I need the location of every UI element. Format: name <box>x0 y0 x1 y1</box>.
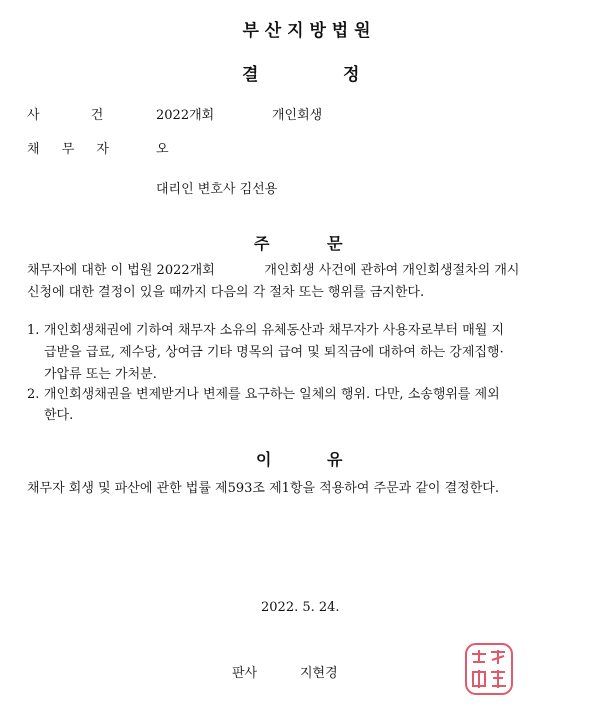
debtor-label: 채 무 자 <box>27 142 109 157</box>
order-item-1-number: 1. <box>27 323 40 338</box>
order-heading-char-1: 주 <box>254 234 270 253</box>
reason-heading-char-1: 이 <box>256 450 272 469</box>
order-item-2-line-2: 한다. <box>44 408 74 423</box>
debtor-name: 오 <box>156 142 169 157</box>
judge-title: 판사 <box>232 666 258 681</box>
case-type: 개인회생 <box>272 108 323 123</box>
order-item-2-number: 2. <box>27 387 40 402</box>
judge-name: 지현경 <box>300 666 338 681</box>
reason-text: 채무자 회생 및 파산에 관한 법률 제593조 제1항을 적용하여 주문과 같이 결정한다. <box>27 481 499 496</box>
order-item-2-line-1: 개인회생채권을 변제받거나 변제를 요구하는 일체의 행위. 다만, 소송행위를 제외 <box>44 387 500 402</box>
order-item-1-line-2: 급받을 급료, 제수당, 상여금 기타 명목의 급여 및 퇴직금에 대하여 하는 강제집행· <box>44 345 504 360</box>
debtor-agent: 대리인 변호사 김선용 <box>156 182 278 197</box>
decision-date: 2022. 5. 24. <box>261 600 340 615</box>
order-intro-line-1: 채무자에 대한 이 법원 2022개회 개인회생 사건에 관하여 개인회생절차의 개시 <box>27 263 520 278</box>
doc-title-char-2: 정 <box>343 65 360 85</box>
order-intro-line-2: 신청에 대한 결정이 있을 때까지 다음의 각 절차 또는 행위를 금지한다. <box>27 285 425 300</box>
doc-title-char-1: 결 <box>242 65 259 85</box>
case-number: 2022개회 <box>156 108 215 123</box>
order-item-1-line-1: 개인회생채권에 기하여 채무자 소유의 유체동산과 채무자가 사용자로부터 매월 지 <box>44 323 505 338</box>
order-heading-char-2: 문 <box>327 234 343 253</box>
court-name: 부 산 지 방 법 원 <box>242 21 371 41</box>
order-item-1-line-3: 가압류 또는 가처분. <box>44 367 157 382</box>
case-label: 사 건 <box>27 108 104 123</box>
judge-seal-stamp <box>463 640 515 698</box>
reason-heading-char-2: 유 <box>327 450 343 469</box>
